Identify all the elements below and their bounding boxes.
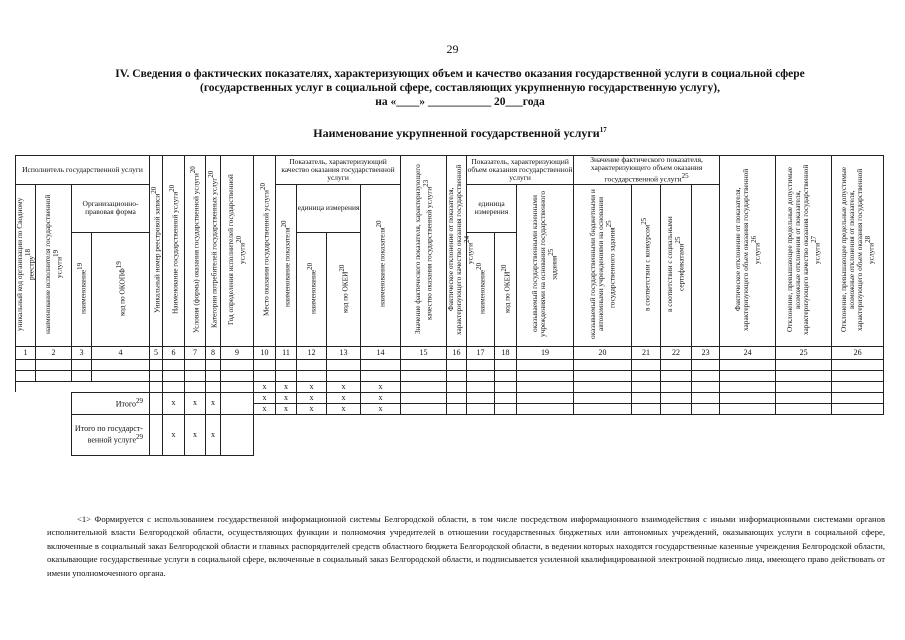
budget-institutions-header: оказываемый государственными бюджетными и автономными учреждениями на основании государственного задания$^{25}$ [574, 184, 632, 346]
col-num: 16 [447, 346, 467, 359]
x-mark: х [163, 392, 185, 414]
x-mark: х [327, 392, 361, 403]
conditions-header: Условия (формы) оказания государственной услуги$^{20}$ [185, 156, 206, 347]
fact-value-group-header: Значение фактического показателя, характеризующего объем оказания государственной услуги$^{25}$ [574, 156, 720, 185]
volume-group-header: Показатель, характеризующий объем оказания государственной услуги [467, 156, 574, 185]
table-row [16, 359, 884, 370]
total-service-row [16, 414, 884, 455]
x-mark: х [254, 403, 276, 414]
x-mark: х [297, 381, 327, 392]
col-num: 4 [92, 346, 150, 359]
col-num: 2 [36, 346, 72, 359]
x-mark: х [327, 403, 361, 414]
section-heading-line2: (государственных услуг в социальной сфере, составляющих укрупненную государственную услугу), [199, 82, 720, 94]
col-num: 10 [254, 346, 276, 359]
col-num: 23 [692, 346, 720, 359]
col-num: 7 [185, 346, 206, 359]
place-header: Место оказания государственной услуги$^{20}$ [254, 156, 276, 347]
x-mark: х [206, 392, 221, 414]
registry-number-header: Уникальный номер реестровой записи$^{20}$ [150, 156, 163, 347]
x-mark: х [361, 381, 401, 392]
x-mark: х [327, 381, 361, 392]
x-mark: х [254, 381, 276, 392]
volume-unit-name-header: наименование$^{20}$ [467, 232, 495, 346]
okei-header: код по ОКЕИ$^{20}$ [327, 232, 361, 346]
x-mark: х [361, 403, 401, 414]
total-service-label: Итого по государст-венной услуге$^{29}$ [72, 414, 150, 455]
x-mark: х [206, 414, 221, 455]
col-num: 6 [163, 346, 185, 359]
x-mark: х [185, 414, 206, 455]
service-subtitle: Наименование укрупненной государственной услуги$^{17}$ [313, 126, 607, 140]
quality-value-header: Значение фактического показателя, характеризующего качество оказания государственной услуги$^{23}$ [401, 156, 447, 347]
table-row[interactable] [16, 370, 884, 381]
col-num: 3 [72, 346, 92, 359]
col-num: 26 [832, 346, 884, 359]
certificates-header: в соответствии с социальными сертификатами$^{25}$ [661, 184, 692, 346]
x-mark: х [276, 392, 297, 403]
footnote: <1> Формируется с использованием государственной информационной системы Белгородской области, в том числе посредством информационного взаимодействия с иными информационными системами органов исполнительной власти Белгородской области, осуществляющих функции и полномочия учредителей в отношении государственных бюджетных или автономных учреждений, оказывающих услуги в социальной сфере, включенные в социальный заказ Белгородской области и главных распорядителей средств областного бюджета Белгородской области, в ведении которых находятся государственные казенные учреждения Белгородской области, оказывающие государственные услуги в социальной сфере, включенные в социальный заказ Белгородской области, и подписывается усиленной квалифицированной электронной подписью лица, имеющего право действовать от имени уполномоченного органа. [47, 514, 885, 578]
org-legal-form-header: Организационно-правовая форма [72, 184, 150, 232]
indicator-name-header: наименование показателя$^{20}$ [276, 184, 297, 346]
section-heading: IV. Сведения о фактических показателях, характеризующих объем и качество оказания государственной услуги в социальной сфере [115, 68, 805, 80]
x-mark: х [163, 414, 185, 455]
executor-header: Исполнитель государственной услуги [16, 156, 150, 185]
total-label: Итого$^{29}$ [72, 392, 150, 414]
x-mark: х [276, 403, 297, 414]
col-num: 25 [776, 346, 832, 359]
section-heading-date: на «____» ___________ 20___года [375, 96, 545, 108]
exceeding-deviation-header: Отклонение, превышающее предельные допустимые возможные отклонения от показателя, характеризующего качество оказания государственной услуги$^{27}$ [776, 156, 832, 347]
col-num: 5 [150, 346, 163, 359]
total-row [16, 392, 884, 403]
service-name-header: Наименование государственной услуги$^{20}$ [163, 156, 185, 347]
quality-group-header: Показатель, характеризующий качество оказания государственной услуги [276, 156, 401, 185]
competition-header: в соответствии с конкурсом$^{25}$ [632, 184, 661, 346]
olf-name-header: наименование$^{19}$ [72, 232, 92, 346]
x-mark: х [276, 381, 297, 392]
unit-header: единица измерения [297, 184, 361, 232]
col-num: 8 [206, 346, 221, 359]
col-num: 22 [661, 346, 692, 359]
okopf-code-header: код по ОКОПФ$^{19}$ [92, 232, 150, 346]
col-num: 21 [632, 346, 661, 359]
x-mark: х [254, 392, 276, 403]
x-mark: х [297, 403, 327, 414]
x-mark: х [185, 392, 206, 414]
x-mark: х [361, 392, 401, 403]
col-num: 17 [467, 346, 495, 359]
table-row [16, 381, 884, 392]
col-num: 1 [16, 346, 36, 359]
col-num: 14 [361, 346, 401, 359]
quality-deviation-header: Фактическое отклонение от показателя, характеризующего качество оказания государственной услуги$^{24}$ [447, 156, 467, 347]
col-num: 13 [327, 346, 361, 359]
col-num: 19 [517, 346, 574, 359]
state-institutions-header: оказываемый государственными казенными учреждениями на основании государственного задания$^{25}$ [517, 184, 574, 346]
volume-unit-header: единица измерения [467, 184, 517, 232]
unique-code-header: уникальный код организации по Сводному реестру$^{18}$ [16, 184, 36, 346]
volume-exceeding-header: Отклонение, превышающее предельные допустимые возможные отклонения от показателя, характеризующего объем оказания государственной услуги$^{28}$ [832, 156, 884, 347]
col-num: 11 [276, 346, 297, 359]
col-num: 15 [401, 346, 447, 359]
consumers-header: Категории потребителей государственных услуг$^{20}$ [206, 156, 221, 347]
col-num: 9 [221, 346, 254, 359]
volume-okei-header: код по ОКЕИ$^{20}$ [495, 232, 517, 346]
unit-name-header: наименование$^{20}$ [297, 232, 327, 346]
col-num: 12 [297, 346, 327, 359]
column-numbers-row [16, 346, 884, 359]
executor-name-header: наименование исполнителя государственной услуги$^{19}$ [36, 184, 72, 346]
page-number: 29 [446, 42, 459, 56]
col-num: 24 [720, 346, 776, 359]
year-header: Год определения исполнителей государственной услуги$^{20}$ [221, 156, 254, 347]
x-mark: х [297, 392, 327, 403]
col-num: 20 [574, 346, 632, 359]
col-num: 18 [495, 346, 517, 359]
volume-indicator-name-header: наименование показателя$^{20}$ [361, 184, 401, 346]
indicators-table [15, 155, 884, 456]
volume-deviation-header: Фактическое отклонение от показателя, характеризующего объем оказания государственной услуги$^{26}$ [720, 156, 776, 347]
